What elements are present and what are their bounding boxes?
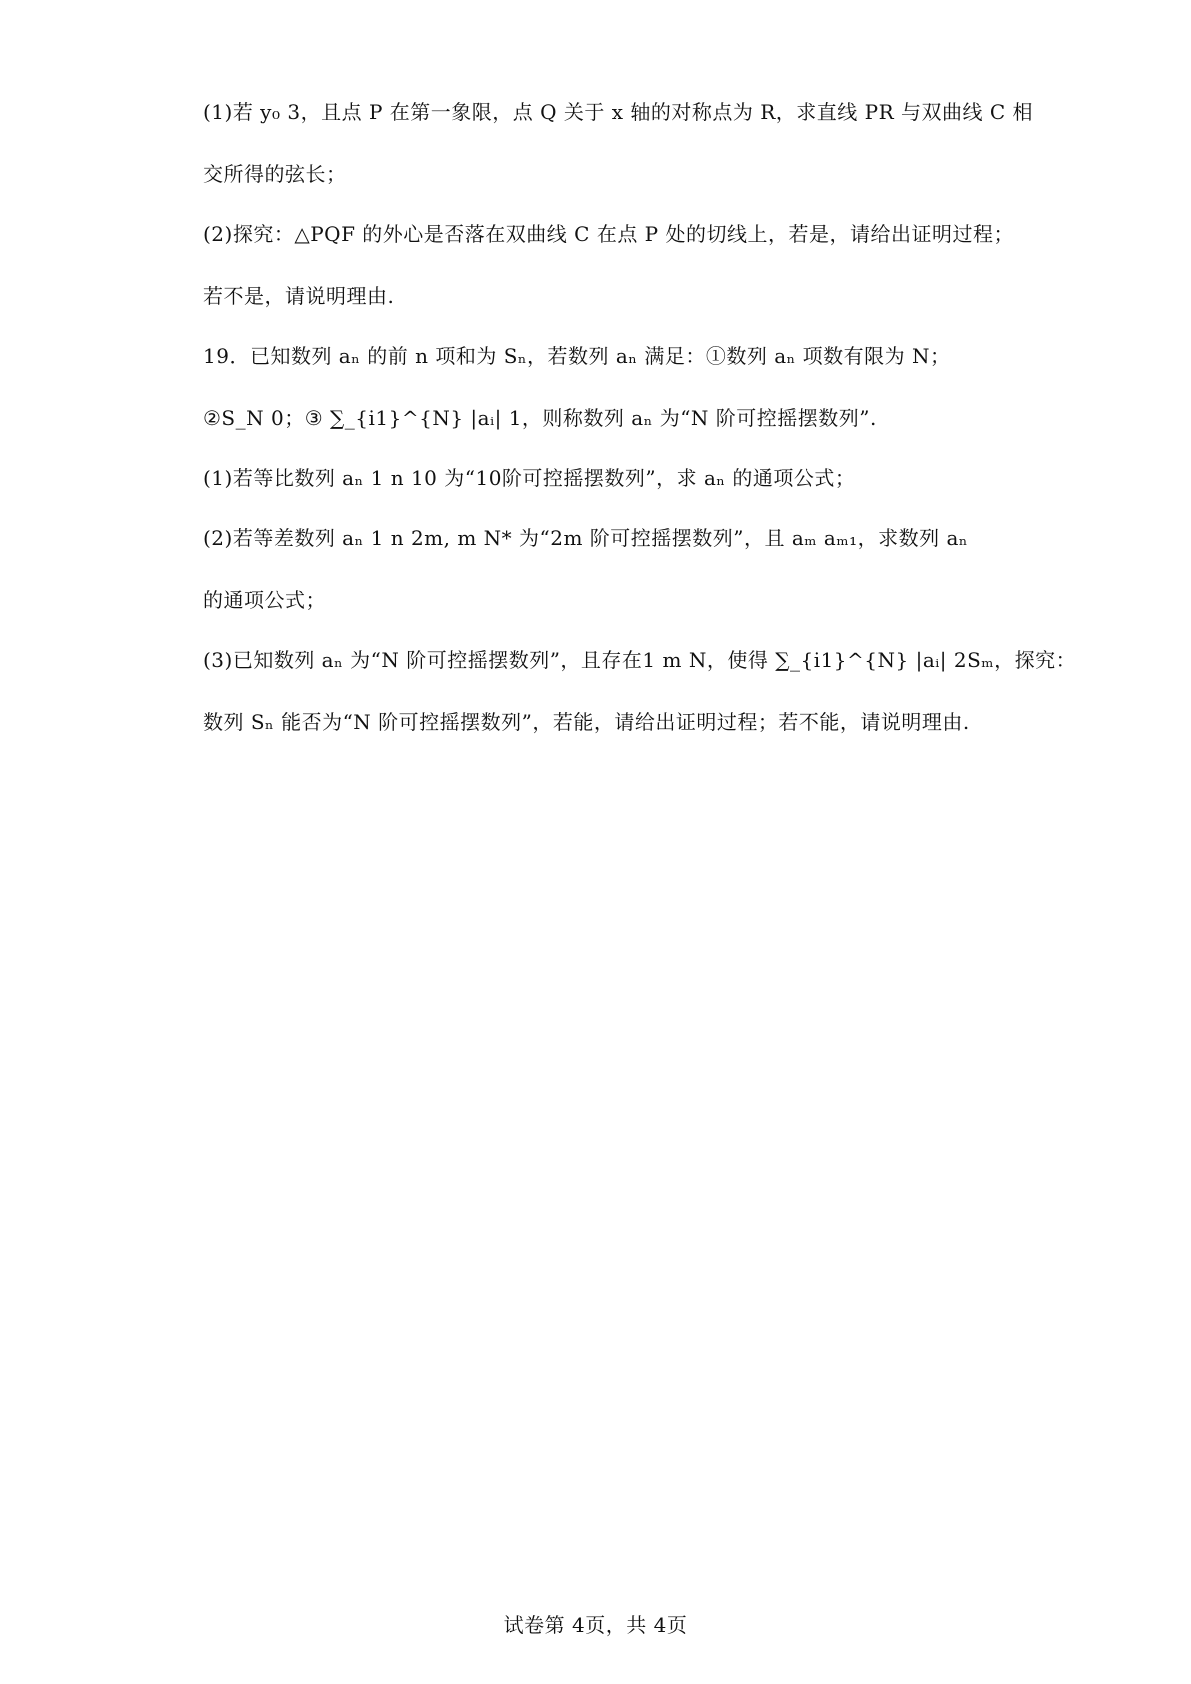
text-line-q18-part1-cont: 交所得的弦长；	[203, 162, 347, 186]
text-line-q19-part3: (3)已知数列 aₙ 为“N 阶可控摇摆数列”，且存在1 m N，使得 ∑_{i1}^{N} |aᵢ| 2Sₘ，探究：	[203, 648, 1077, 672]
text-line-q19-part2-cont: 的通项公式；	[203, 588, 326, 612]
text-line-q19-part3-cont: 数列 Sₙ 能否为“N 阶可控摇摆数列”，若能，请给出证明过程；若不能，请说明理由.	[203, 710, 970, 734]
page-footer: 试卷第 4页，共 4页	[503, 1613, 688, 1637]
text-line-q19-stem: 19．已知数列 aₙ 的前 n 项和为 Sₙ，若数列 aₙ 满足：①数列 aₙ 项数有限为 N；	[203, 344, 951, 368]
text-line-q18-part2-cont: 若不是，请说明理由.	[203, 284, 395, 308]
text-line-q19-part1: (1)若等比数列 aₙ 1 n 10 为“10阶可控摇摆数列”，求 aₙ 的通项公式；	[203, 466, 856, 490]
text-line-q19-stem-cont: ②S_N 0；③ ∑_{i1}^{N} |aᵢ| 1，则称数列 aₙ 为“N 阶可控摇摆数列”.	[203, 406, 877, 430]
question-content	[203, 98, 1077, 736]
text-line-q19-part2: (2)若等差数列 aₙ 1 n 2m, m N* 为“2m 阶可控摇摆数列”，且 aₘ aₘ₁，求数列 aₙ	[203, 526, 969, 550]
text-line-q18-part1: (1)若 y₀ 3，且点 P 在第一象限，点 Q 关于 x 轴的对称点为 R，求直线 PR 与双曲线 C 相	[203, 100, 1034, 124]
text-line-q18-part2: (2)探究：△PQF 的外心是否落在双曲线 C 在点 P 处的切线上，若是，请给出证明过程；	[203, 222, 1014, 246]
